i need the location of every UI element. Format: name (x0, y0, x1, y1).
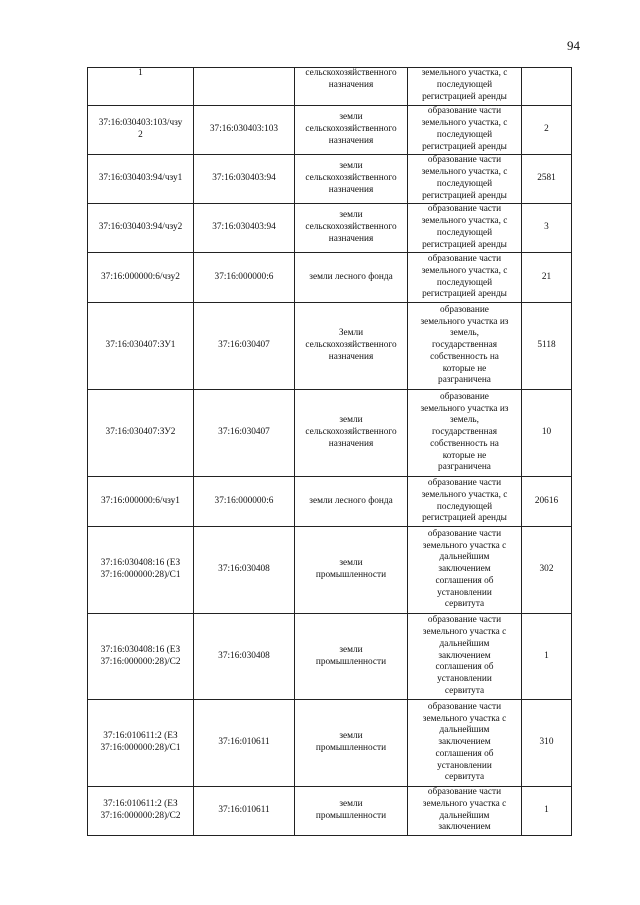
area-cell: 310 (522, 700, 572, 787)
formation-method-cell: образование части земельного участка с дальнейшим заключением соглашения об установлении сервитута (408, 700, 522, 787)
plot-number-cell: 37:16:030408:16 (ЕЗ 37:16:000000:28)/С1 (88, 527, 194, 614)
parent-plot-cell: 37:16:030408 (194, 527, 295, 614)
table-row (88, 303, 572, 390)
land-category-cell: земли лесного фонда (295, 253, 408, 303)
table-row (88, 155, 572, 204)
plot-number-cell: 37:16:010611:2 (ЕЗ 37:16:000000:28)/С1 (88, 700, 194, 787)
land-category-cell: земли сельскохозяйственного назначения (295, 106, 408, 155)
land-category-cell: земли сельскохозяйственного назначения (295, 204, 408, 253)
plot-number-cell: 37:16:030407:ЗУ2 (88, 390, 194, 477)
table-row (88, 614, 572, 700)
table-row (88, 390, 572, 477)
table-row (88, 787, 572, 836)
land-category-cell: сельскохозяйственного назначения (295, 68, 408, 106)
formation-method-cell: образование части земельного участка, с последующей регистрацией аренды (408, 477, 522, 527)
formation-method-cell: образование части земельного участка с дальнейшим заключением (408, 787, 522, 836)
parent-plot-cell: 37:16:030403:103 (194, 106, 295, 155)
plot-number-cell: 37:16:030403:94/чзу2 (88, 204, 194, 253)
area-cell: 1 (522, 614, 572, 700)
plot-number-cell: 37:16:030403:94/чзу1 (88, 155, 194, 204)
page-number: 94 (567, 38, 580, 53)
area-cell: 302 (522, 527, 572, 614)
plot-number-cell: 37:16:000000:6/чзу1 (88, 477, 194, 527)
formation-method-cell: образование части земельного участка, с последующей регистрацией аренды (408, 253, 522, 303)
formation-method-cell: образование части земельного участка, с последующей регистрацией аренды (408, 106, 522, 155)
parent-plot-cell: 37:16:000000:6 (194, 253, 295, 303)
table-row (88, 477, 572, 527)
area-cell: 10 (522, 390, 572, 477)
formation-method-cell: образование земельного участка из земель, государственная собственность на которые не разграничена (408, 303, 522, 390)
parent-plot-cell: 37:16:030407 (194, 303, 295, 390)
formation-method-cell: земельного участка, с последующей регистрацией аренды (408, 68, 522, 106)
formation-method-cell: образование земельного участка из земель, государственная собственность на которые не разграничена (408, 390, 522, 477)
plot-number-cell: 1 (88, 68, 194, 106)
formation-method-cell: образование части земельного участка с дальнейшим заключением соглашения об установлении сервитута (408, 614, 522, 700)
table-row (88, 527, 572, 614)
table-row (88, 204, 572, 253)
table-row (88, 68, 572, 106)
area-cell: 5118 (522, 303, 572, 390)
land-category-cell: земли промышленности (295, 787, 408, 836)
land-category-cell: Земли сельскохозяйственного назначения (295, 303, 408, 390)
land-category-cell: земли промышленности (295, 614, 408, 700)
formation-method-cell: образование части земельного участка с дальнейшим заключением соглашения об установлении сервитута (408, 527, 522, 614)
parent-plot-cell: 37:16:010611 (194, 787, 295, 836)
land-category-cell: земли промышленности (295, 527, 408, 614)
plot-number-cell: 37:16:010611:2 (ЕЗ 37:16:000000:28)/С2 (88, 787, 194, 836)
land-category-cell: земли лесного фонда (295, 477, 408, 527)
table-row (88, 253, 572, 303)
parent-plot-cell: 37:16:030403:94 (194, 204, 295, 253)
plot-number-cell: 37:16:000000:6/чзу2 (88, 253, 194, 303)
area-cell: 2 (522, 106, 572, 155)
land-category-cell: земли сельскохозяйственного назначения (295, 155, 408, 204)
parent-plot-cell: 37:16:030407 (194, 390, 295, 477)
formation-method-cell: образование части земельного участка, с последующей регистрацией аренды (408, 155, 522, 204)
formation-method-cell: образование части земельного участка, с последующей регистрацией аренды (408, 204, 522, 253)
plot-number-cell: 37:16:030408:16 (ЕЗ 37:16:000000:28)/С2 (88, 614, 194, 700)
table-row (88, 106, 572, 155)
parent-plot-cell: 37:16:010611 (194, 700, 295, 787)
plot-number-cell: 37:16:030403:103/чзу 2 (88, 106, 194, 155)
area-cell: 1 (522, 787, 572, 836)
parent-plot-cell (194, 68, 295, 106)
area-cell: 21 (522, 253, 572, 303)
area-cell (522, 68, 572, 106)
table-row (88, 700, 572, 787)
parent-plot-cell: 37:16:030408 (194, 614, 295, 700)
area-cell: 2581 (522, 155, 572, 204)
land-category-cell: земли промышленности (295, 700, 408, 787)
land-plots-table (87, 67, 572, 836)
parent-plot-cell: 37:16:000000:6 (194, 477, 295, 527)
parent-plot-cell: 37:16:030403:94 (194, 155, 295, 204)
plot-number-cell: 37:16:030407:ЗУ1 (88, 303, 194, 390)
land-category-cell: земли сельскохозяйственного назначения (295, 390, 408, 477)
area-cell: 3 (522, 204, 572, 253)
area-cell: 20616 (522, 477, 572, 527)
